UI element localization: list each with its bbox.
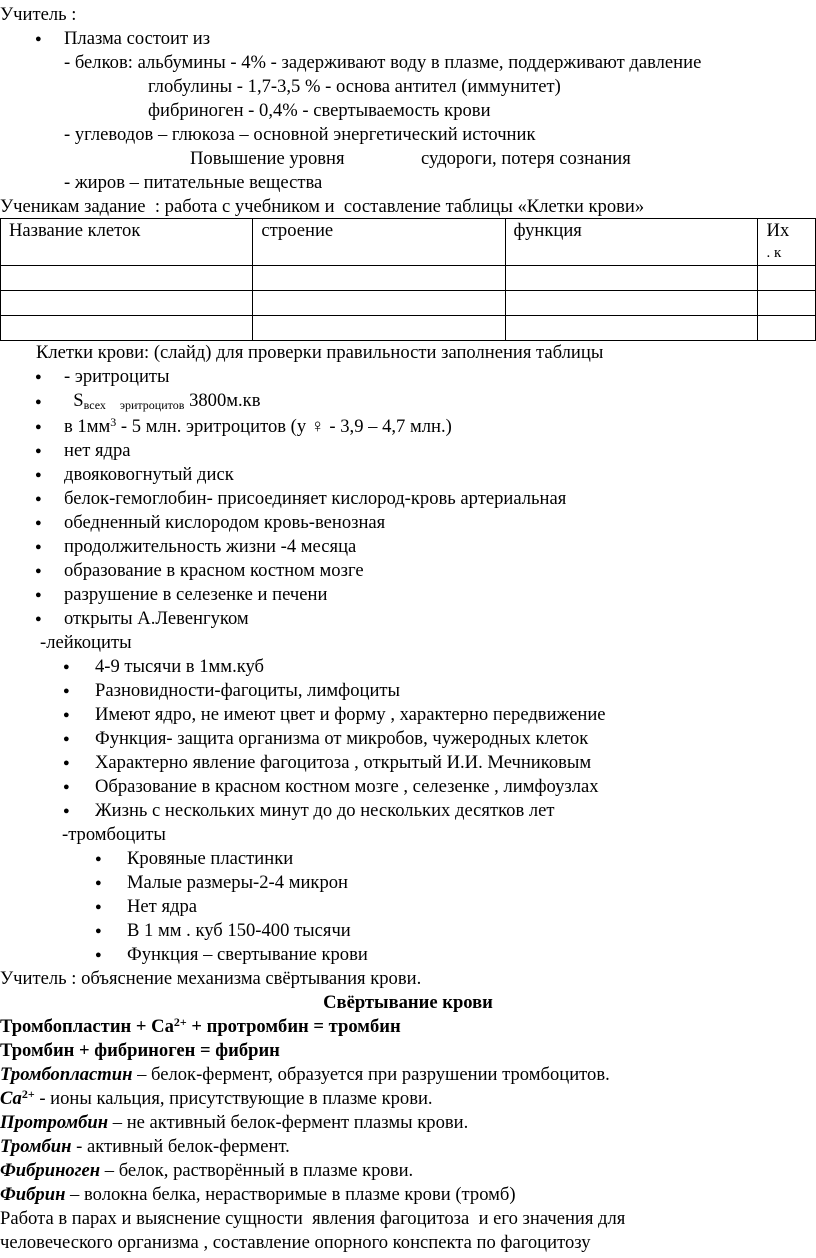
definition: – волокна белка, нерастворимые в плазме крови (тромб): [65, 1184, 516, 1205]
header-cell-fourth: Их: [766, 220, 790, 241]
table-cell[interactable]: [253, 316, 505, 341]
fats-line: - жиров – питательные вещества: [64, 172, 323, 193]
bullet: ●: [35, 517, 42, 529]
definition-line: [0, 1066, 610, 1085]
pair-work-line-2: человеческого организма , составление опорного конспекта по фагоцитозу: [0, 1232, 591, 1253]
list-item: Разновидности-фагоциты, лимфоциты: [95, 680, 401, 701]
glucose-increase-text: Повышение уровня: [190, 148, 345, 169]
formula-1-left: Тромбопластин + Са: [0, 1016, 174, 1037]
definition-line: [0, 1138, 290, 1157]
bullet: ●: [35, 469, 42, 481]
erythrocyte-count-line: [64, 415, 452, 437]
blood-cells-table: [0, 218, 816, 341]
bullet: ●: [95, 901, 102, 913]
teacher-explanation: Учитель : объяснение механизма свёртывания крови.: [0, 968, 422, 989]
list-item: Имеют ядро, не имеют цвет и форму , характерно передвижение: [95, 704, 606, 725]
term-sup: 2+: [21, 1087, 35, 1101]
list-item: Функция – свертывание крови: [127, 944, 368, 965]
bullet: ●: [63, 733, 70, 745]
proteins-line: - белков: альбумины - 4% - задерживают воду в плазме, поддерживают давление: [64, 52, 702, 73]
bullet: ●: [35, 33, 42, 45]
bullet: ●: [63, 781, 70, 793]
teacher-heading: Учитель :: [0, 4, 77, 25]
erythrocytes-title: - эритроциты: [64, 366, 170, 387]
formula-1: [0, 1015, 401, 1037]
table-cell[interactable]: [1, 266, 253, 291]
table-cell[interactable]: [757, 291, 815, 316]
list-item: двояковогнутый диск: [64, 464, 234, 485]
bullet: ●: [95, 949, 102, 961]
table-cell[interactable]: [253, 291, 505, 316]
list-item: Функция- защита организма от микробов, чужеродных клеток: [95, 728, 589, 749]
list-item: открыты А.Левенгуком: [64, 608, 249, 629]
table-row: [1, 291, 816, 316]
bullet: ●: [63, 757, 70, 769]
table-cell[interactable]: [757, 266, 815, 291]
definition-line: [0, 1114, 468, 1133]
erythrocyte-area-line: [64, 392, 260, 411]
definition-line: [0, 1162, 413, 1181]
bullet: ●: [35, 493, 42, 505]
glucose-effect-text: судороги, потеря сознания: [421, 148, 631, 169]
list-item: Кровяные пластинки: [127, 848, 294, 869]
table-cell[interactable]: [757, 316, 815, 341]
list-item: Образование в красном костном мозге , селезенке , лимфоузлах: [95, 776, 599, 797]
count-sup: 3: [110, 415, 117, 429]
definition: – белок, растворённый в плазме крови.: [100, 1160, 414, 1181]
bullet: ●: [35, 613, 42, 625]
list-item: Нет ядра: [127, 896, 198, 917]
area-sub-erythrocytes: эритроцитов: [119, 398, 185, 412]
table-cell[interactable]: [505, 266, 757, 291]
table-header-cell: [505, 219, 757, 266]
definition: - активный белок-фермент.: [71, 1136, 290, 1157]
list-item: Характерно явление фагоцитоза , открытый И.И. Мечниковым: [95, 752, 592, 773]
table-cell[interactable]: [505, 291, 757, 316]
header-cell-names: Название клеток: [9, 220, 141, 241]
term: Фибрин: [0, 1184, 66, 1205]
count-text: - 5 млн. эритроцитов (у ♀ - 3,9 – 4,7 млн.): [116, 416, 452, 437]
formula-1-right: + протромбин = тромбин: [186, 1016, 401, 1037]
table-header-cell: [757, 219, 815, 266]
definition-line: [0, 1087, 433, 1109]
definition: – не активный белок-фермент плазмы крови.: [108, 1112, 469, 1133]
term: Фибриноген: [0, 1160, 101, 1181]
list-item: разрушение в селезенке и печени: [64, 584, 328, 605]
bullet: ●: [63, 709, 70, 721]
table-cell[interactable]: [505, 316, 757, 341]
bullet: ●: [35, 371, 42, 383]
list-item: обедненный кислородом кровь-венозная: [64, 512, 386, 533]
bullet: ●: [63, 685, 70, 697]
list-item: нет ядра: [64, 440, 131, 461]
area-sub-all: всех: [83, 398, 106, 412]
bullet: ●: [35, 396, 42, 408]
header-cell-structure: строение: [261, 220, 334, 241]
bullet: ●: [35, 589, 42, 601]
bullet: ●: [35, 445, 42, 457]
list-item: Малые размеры-2-4 микрон: [127, 872, 348, 893]
table-row: [1, 316, 816, 341]
bullet: ●: [63, 661, 70, 673]
bullet: ●: [35, 565, 42, 577]
bullet: ●: [95, 853, 102, 865]
bullet: ●: [95, 877, 102, 889]
student-task-line: Ученикам задание : работа с учебником и составление таблицы «Клетки крови»: [0, 196, 645, 217]
list-item: 4-9 тысячи в 1мм.куб: [95, 656, 264, 677]
table-cell[interactable]: [1, 291, 253, 316]
plasma-line: Плазма состоит из: [64, 28, 211, 49]
formula-2: Тромбин + фибриноген = фибрин: [0, 1040, 280, 1061]
table-header-cell: [1, 219, 253, 266]
definition-line: [0, 1186, 516, 1205]
term: Са: [0, 1088, 22, 1109]
definition: - ионы кальция, присутствующие в плазме крови.: [34, 1088, 433, 1109]
list-item: белок-гемоглобин- присоединяет кислород-кровь артериальная: [64, 488, 567, 509]
bullet: ●: [63, 805, 70, 817]
coagulation-heading: Свёртывание крови: [323, 992, 493, 1013]
pair-work-line: Работа в парах и выяснение сущности явления фагоцитоза и его значения для: [0, 1208, 626, 1229]
blood-cells-intro: Клетки крови: (слайд) для проверки правильности заполнения таблицы: [36, 342, 604, 363]
carbohydrates-line: - углеводов – глюкоза – основной энергетический источник: [64, 124, 536, 145]
list-item: Жизнь с нескольких минут до до нескольких десятков лет: [95, 800, 555, 821]
term: Тромбопластин: [0, 1064, 133, 1085]
list-item: В 1 мм . куб 150-400 тысячи: [127, 920, 351, 941]
bullet: ●: [35, 421, 42, 433]
bullet: ●: [35, 541, 42, 553]
table-header-cell: [253, 219, 505, 266]
area-value: 3800м.кв: [189, 390, 261, 411]
formula-1-sup: 2+: [173, 1015, 187, 1029]
header-cell-function: функция: [513, 220, 582, 241]
table-cell[interactable]: [1, 316, 253, 341]
term: Протромбин: [0, 1112, 109, 1133]
definition: – белок-фермент, образуется при разрушении тромбоцитов.: [132, 1064, 610, 1085]
leukocytes-title: -лейкоциты: [40, 632, 132, 653]
area-symbol: S: [73, 390, 84, 411]
term: Тромбин: [0, 1136, 72, 1157]
globulins-line: глобулины - 1,7-3,5 % - основа антител (иммунитет): [148, 76, 561, 97]
header-cell-fourth-cont: . к: [766, 244, 782, 261]
count-prefix: в 1мм: [64, 416, 111, 437]
table-cell[interactable]: [253, 266, 505, 291]
list-item: продолжительность жизни -4 месяца: [64, 536, 357, 557]
table-row: [1, 266, 816, 291]
bullet: ●: [95, 925, 102, 937]
list-item: образование в красном костном мозге: [64, 560, 364, 581]
fibrinogen-line: фибриноген - 0,4% - свертываемость крови: [148, 100, 491, 121]
platelets-title: -тромбоциты: [62, 824, 166, 845]
